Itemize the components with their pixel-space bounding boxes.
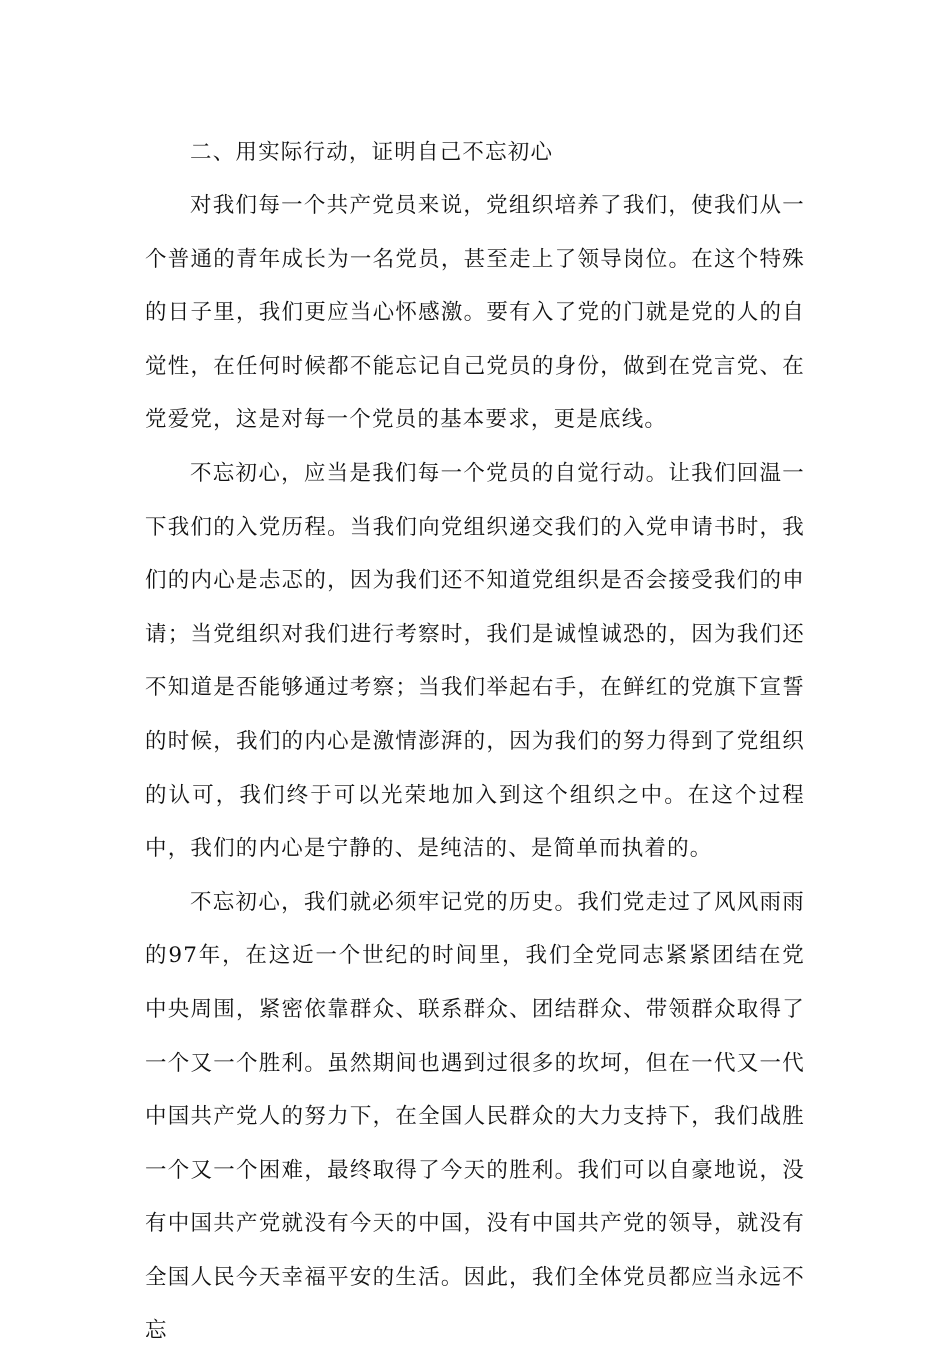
body-paragraph: 不忘初心，我们就必须牢记党的历史。我们党走过了风风雨雨的97年，在这近一个世纪的时间里，我们全党同志紧紧团结在党中央周围，紧密依靠群众、联系群众、团结群众、带领群众取得了一个又一个胜利。虽然期间也遇到过很多的坎坷，但在一代又一代中国共产党人的努力下，在全国人民群众的大力支持下，我们战胜一个又一个困难，最终取得了今天的胜利。我们可以自豪地说，没有中国共产党就没有今天的中国，没有中国共产党的领导，就没有全国人民今天幸福平安的生活。因此，我们全体党员都应当永远不忘	[145, 889, 805, 1344]
body-paragraph: 对我们每一个共产党员来说，党组织培养了我们，使我们从一个普通的青年成长为一名党员，甚至走上了领导岗位。在这个特殊的日子里，我们更应当心怀感激。要有入了党的门就是党的人的自觉性，在任何时候都不能忘记自己党员的身份，做到在党言党、在党爱党，这是对每一个党员的基本要求，更是底线。	[145, 193, 805, 433]
body-paragraph: 不忘初心，应当是我们每一个党员的自觉行动。让我们回温一下我们的入党历程。当我们向党组织递交我们的入党申请书时，我们的内心是忐忑的，因为我们还不知道党组织是否会接受我们的申请；当党组织对我们进行考察时，我们是诚惶诚恐的，因为我们还不知道是否能够通过考察；当我们举起右手，在鲜红的党旗下宣誓的时候，我们的内心是激情澎湃的，因为我们的努力得到了党组织的认可，我们终于可以光荣地加入到这个组织之中。在这个过程中，我们的内心是宁静的、是纯洁的、是简单而执着的。	[145, 460, 805, 862]
section-heading: 二、用实际行动，证明自己不忘初心	[190, 140, 554, 165]
document-page	[145, 126, 805, 1358]
